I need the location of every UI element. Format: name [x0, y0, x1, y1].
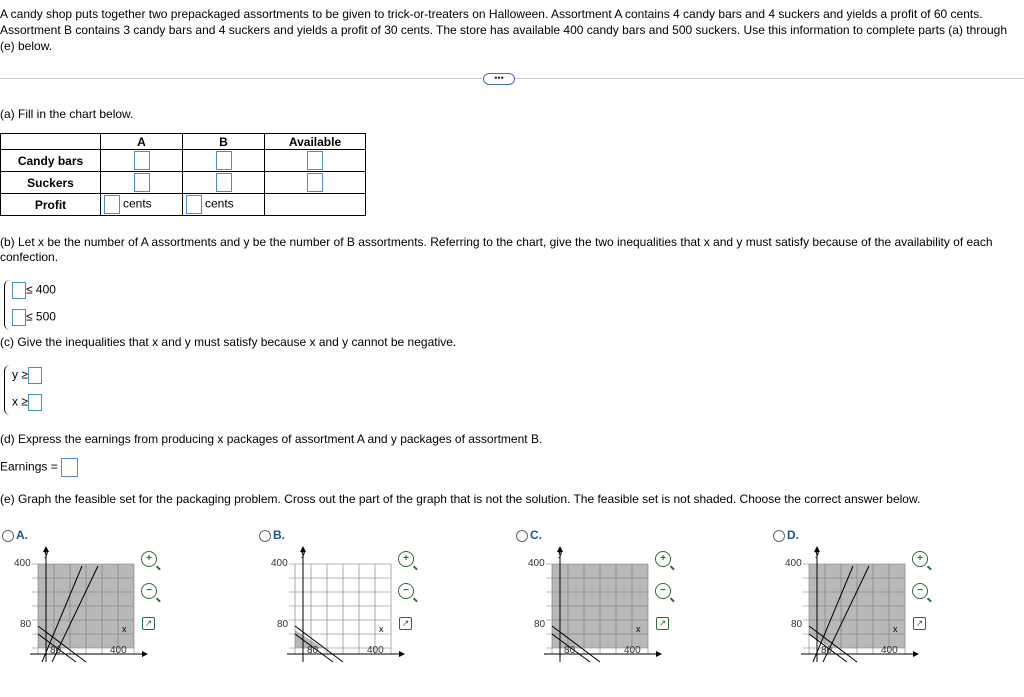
x-axis-label: x: [636, 624, 641, 634]
graph-svg: [2, 528, 147, 663]
brace-c: [4, 365, 11, 415]
y-top-tick: 400: [271, 558, 288, 569]
header-empty: [1, 134, 101, 150]
header-a: A: [101, 134, 183, 150]
row-label-profit: Profit: [1, 194, 101, 216]
fill-chart: [0, 133, 366, 216]
ineq-c1-input[interactable]: [28, 367, 42, 384]
suckers-available-input[interactable]: [307, 173, 323, 192]
x-right-tick: 400: [881, 645, 898, 656]
x-mid-tick: 80: [821, 645, 833, 656]
y-top-tick: 400: [785, 558, 802, 569]
y-mid-tick: 80: [277, 619, 289, 630]
zoom-out-icon[interactable]: −: [398, 583, 414, 599]
header-b: B: [183, 134, 265, 150]
suckers-b-input[interactable]: [216, 173, 232, 192]
row-label-candy-bars: Candy bars: [1, 150, 101, 172]
graph-svg: [773, 528, 918, 663]
zoom-in-icon[interactable]: +: [912, 551, 928, 567]
x-right-tick: 400: [110, 645, 127, 656]
ineq-b2-rhs: ≤ 500: [26, 309, 56, 324]
zoom-out-icon[interactable]: −: [912, 583, 928, 599]
zoom-out-icon[interactable]: −: [141, 583, 157, 599]
option-d-label: D.: [787, 528, 799, 542]
part-a-prompt: (a) Fill in the chart below.: [0, 107, 134, 121]
candy-bars-a-input[interactable]: [134, 151, 150, 170]
part-d-prompt: (d) Express the earnings from producing x packages of assortment A and y packages of assortment B.: [0, 432, 543, 446]
problem-statement: A candy shop puts together two prepackaged assortments to be given to trick-or-treaters on Halloween. Assortment A contains 4 candy bars and 4 suckers and yields a profit of 60 cents. Assortment B contains 3 candy bars and 4 suckers and yields a profit of 30 cents. The store has available 400 candy bars and 500 suckers. Use this information to complete parts (a) through (e) below.: [0, 7, 1007, 53]
ineq-c2-input[interactable]: [28, 394, 42, 411]
earnings-input[interactable]: [61, 458, 78, 477]
zoom-in-icon[interactable]: +: [141, 551, 157, 567]
x-axis-label: x: [122, 624, 127, 634]
option-b-label: B.: [273, 528, 285, 542]
option-b[interactable]: [259, 528, 509, 663]
profit-b-input[interactable]: [186, 195, 202, 214]
ineq-c1-lhs: y ≥: [12, 367, 28, 382]
y-mid-tick: 80: [20, 619, 32, 630]
part-b-prompt: (b) Let x be the number of A assortments and y be the number of B assortments. Referring to the chart, give the two inequalities that x and y must satisfy because of the availability of each confection.: [0, 235, 993, 264]
ineq-b1-input[interactable]: [12, 282, 26, 299]
open-external-icon[interactable]: ↗: [142, 617, 155, 630]
earnings-label: Earnings =: [0, 459, 58, 474]
candy-bars-b-input[interactable]: [216, 151, 232, 170]
profit-a-unit: cents: [123, 196, 152, 211]
graph-svg: [516, 528, 661, 663]
y-mid-tick: 80: [791, 619, 803, 630]
option-c-label: C.: [530, 528, 542, 542]
y-axis-label: y: [44, 548, 49, 558]
x-axis-label: x: [893, 624, 898, 634]
y-axis-label: y: [815, 548, 820, 558]
suckers-a-input[interactable]: [134, 173, 150, 192]
more-button[interactable]: •••: [483, 73, 515, 85]
open-external-icon[interactable]: ↗: [656, 617, 669, 630]
y-axis-label: y: [558, 548, 563, 558]
part-c-prompt: (c) Give the inequalities that x and y must satisfy because x and y cannot be negative.: [0, 335, 457, 349]
zoom-out-icon[interactable]: −: [655, 583, 671, 599]
ineq-b2-input[interactable]: [12, 309, 26, 326]
x-right-tick: 400: [624, 645, 641, 656]
y-mid-tick: 80: [534, 619, 546, 630]
x-mid-tick: 80: [564, 645, 576, 656]
x-right-tick: 400: [367, 645, 384, 656]
option-d[interactable]: [773, 528, 1023, 663]
ineq-c2-lhs: x ≥: [12, 394, 28, 409]
option-c[interactable]: [516, 528, 766, 663]
open-external-icon[interactable]: ↗: [399, 617, 412, 630]
row-label-suckers: Suckers: [1, 172, 101, 194]
y-top-tick: 400: [14, 558, 31, 569]
header-available: Available: [265, 134, 366, 150]
part-e-prompt: (e) Graph the feasible set for the packaging problem. Cross out the part of the graph that is not the solution. The feasible set is not shaded. Choose the correct answer below.: [0, 492, 921, 506]
x-mid-tick: 80: [307, 645, 319, 656]
option-a[interactable]: [2, 528, 252, 663]
graph-svg: [259, 528, 404, 663]
x-mid-tick: 80: [50, 645, 62, 656]
zoom-in-icon[interactable]: +: [398, 551, 414, 567]
profit-a-input[interactable]: [104, 195, 120, 214]
x-axis-label: x: [379, 624, 384, 634]
zoom-in-icon[interactable]: +: [655, 551, 671, 567]
y-axis-label: y: [301, 548, 306, 558]
candy-bars-available-input[interactable]: [307, 151, 323, 170]
profit-b-unit: cents: [205, 196, 234, 211]
ineq-b1-rhs: ≤ 400: [26, 282, 56, 297]
brace-b: [4, 280, 11, 330]
open-external-icon[interactable]: ↗: [913, 617, 926, 630]
option-a-label: A.: [16, 528, 28, 542]
y-top-tick: 400: [528, 558, 545, 569]
